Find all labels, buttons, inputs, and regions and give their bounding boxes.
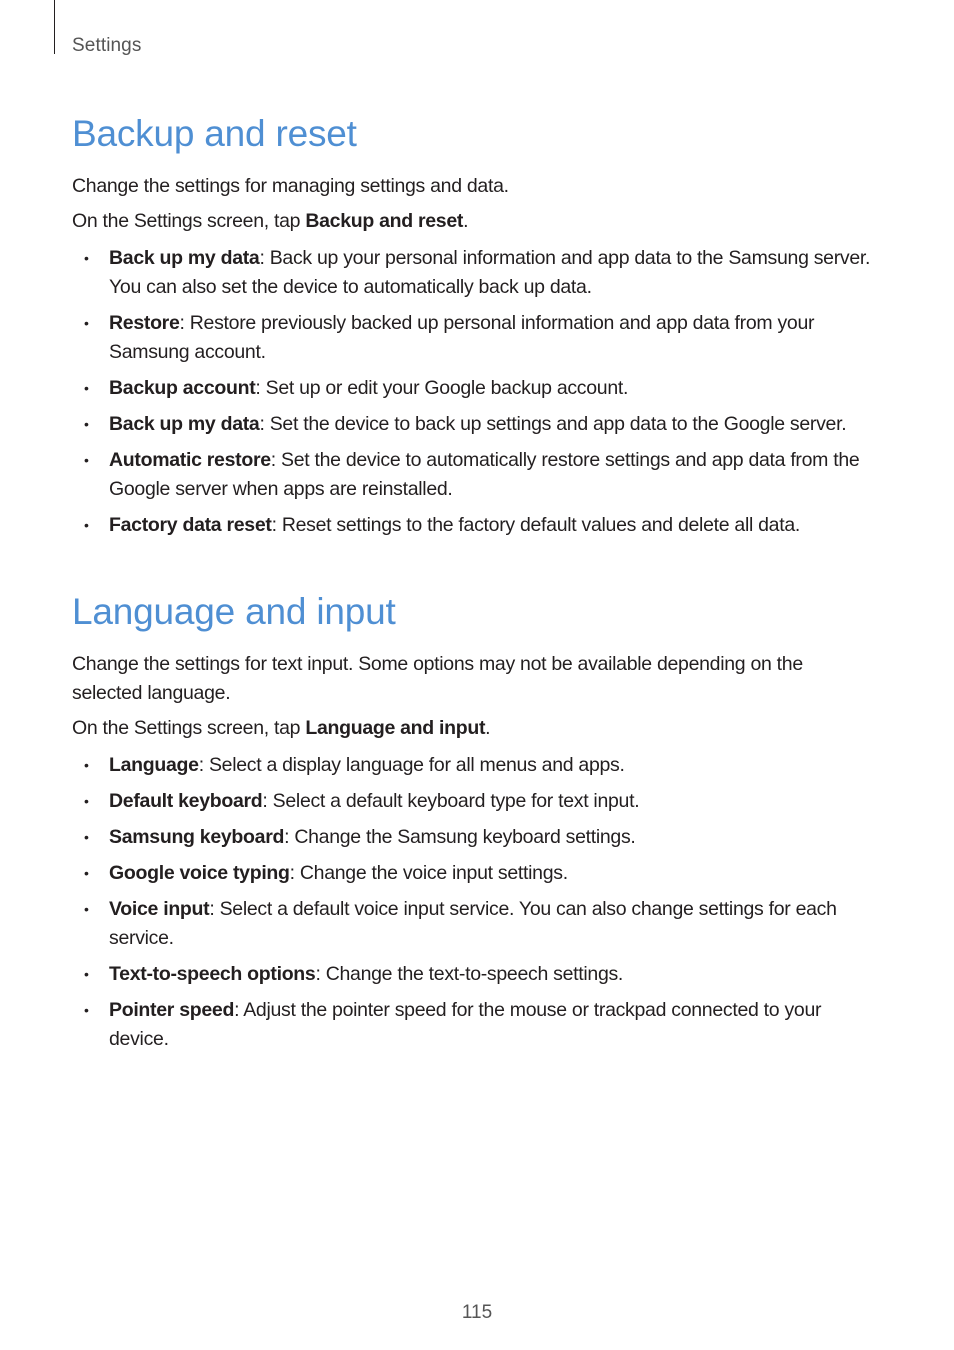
list-item: [72, 823, 872, 852]
list-item: [72, 309, 872, 367]
option-description: : Set the device to automatically restore settings and app data from the Google server when apps are reinstalled.: [109, 449, 860, 500]
running-header: Settings: [72, 35, 142, 56]
bullet-icon: •: [84, 416, 89, 432]
list-item: [72, 374, 872, 403]
section-intro: Change the settings for managing settings and data.: [72, 175, 509, 197]
option-term: Backup account: [109, 377, 256, 399]
option-description: : Select a default keyboard type for text input.: [262, 790, 640, 812]
option-description: : Select a display language for all menus and apps.: [198, 754, 625, 776]
bullet-icon: •: [84, 757, 89, 773]
option-term: Default keyboard: [109, 790, 263, 812]
list-item: [72, 787, 872, 816]
section-backup-and-reset: [72, 108, 872, 540]
bullet-icon: •: [84, 315, 89, 331]
option-description: : Change the Samsung keyboard settings.: [284, 826, 636, 848]
bullet-icon: •: [84, 901, 89, 917]
bullet-icon: •: [84, 250, 89, 266]
option-description: : Set the device to back up settings and app data to the Google server.: [259, 413, 847, 435]
list-item: [72, 996, 872, 1054]
section-instruction: On the Settings screen, tap Language and input.: [72, 717, 491, 739]
section-title: Language and input: [72, 591, 396, 632]
option-term: Automatic restore: [109, 449, 271, 471]
list-item: [72, 244, 872, 302]
bullet-icon: •: [84, 517, 89, 533]
list-item: [72, 859, 872, 888]
bullet-icon: •: [84, 793, 89, 809]
option-term: Text-to-speech options: [109, 963, 316, 985]
bullet-icon: •: [84, 1002, 89, 1018]
option-term: Samsung keyboard: [109, 826, 285, 848]
bullet-icon: •: [84, 829, 89, 845]
page-content: [72, 108, 872, 1061]
option-term: Google voice typing: [109, 862, 290, 884]
option-description: : Adjust the pointer speed for the mouse or trackpad connected to your device.: [109, 999, 822, 1050]
page-number: 115: [461, 1302, 493, 1323]
option-list: [72, 751, 872, 1054]
section-intro: Change the settings for text input. Some options may not be available depending on the selected language.: [72, 653, 803, 704]
menu-path: Backup and reset: [305, 210, 464, 232]
option-term: Back up my data: [109, 247, 260, 269]
option-term: Voice input: [109, 898, 210, 920]
list-item: [72, 410, 872, 439]
option-list: [72, 244, 872, 540]
list-item: [72, 446, 872, 504]
list-item: [72, 511, 872, 540]
option-description: : Change the voice input settings.: [289, 862, 568, 884]
bullet-icon: •: [84, 865, 89, 881]
option-term: Factory data reset: [109, 514, 272, 536]
section-title: Backup and reset: [72, 113, 357, 154]
option-term: Language: [109, 754, 199, 776]
option-description: : Select a default voice input service. You can also change settings for each service.: [109, 898, 837, 949]
option-term: Back up my data: [109, 413, 260, 435]
option-term: Pointer speed: [109, 999, 235, 1021]
option-description: : Change the text-to-speech settings.: [315, 963, 624, 985]
option-term: Restore: [109, 312, 180, 334]
bullet-icon: •: [84, 452, 89, 468]
list-item: [72, 960, 872, 989]
bullet-icon: •: [84, 966, 89, 982]
option-description: : Restore previously backed up personal information and app data from your Samsung account.: [109, 312, 815, 363]
section-instruction: On the Settings screen, tap Backup and reset.: [72, 210, 469, 232]
menu-path: Language and input: [305, 717, 486, 739]
list-item: [72, 895, 872, 953]
option-description: : Set up or edit your Google backup account.: [255, 377, 629, 399]
list-item: [72, 751, 872, 780]
option-description: : Reset settings to the factory default values and delete all data.: [271, 514, 800, 536]
option-description: : Back up your personal information and app data to the Samsung server. You can also set the device to automatically back up data.: [109, 247, 871, 298]
bullet-icon: •: [84, 380, 89, 396]
margin-rule: [54, 0, 55, 54]
section-language-and-input: [72, 586, 872, 1054]
